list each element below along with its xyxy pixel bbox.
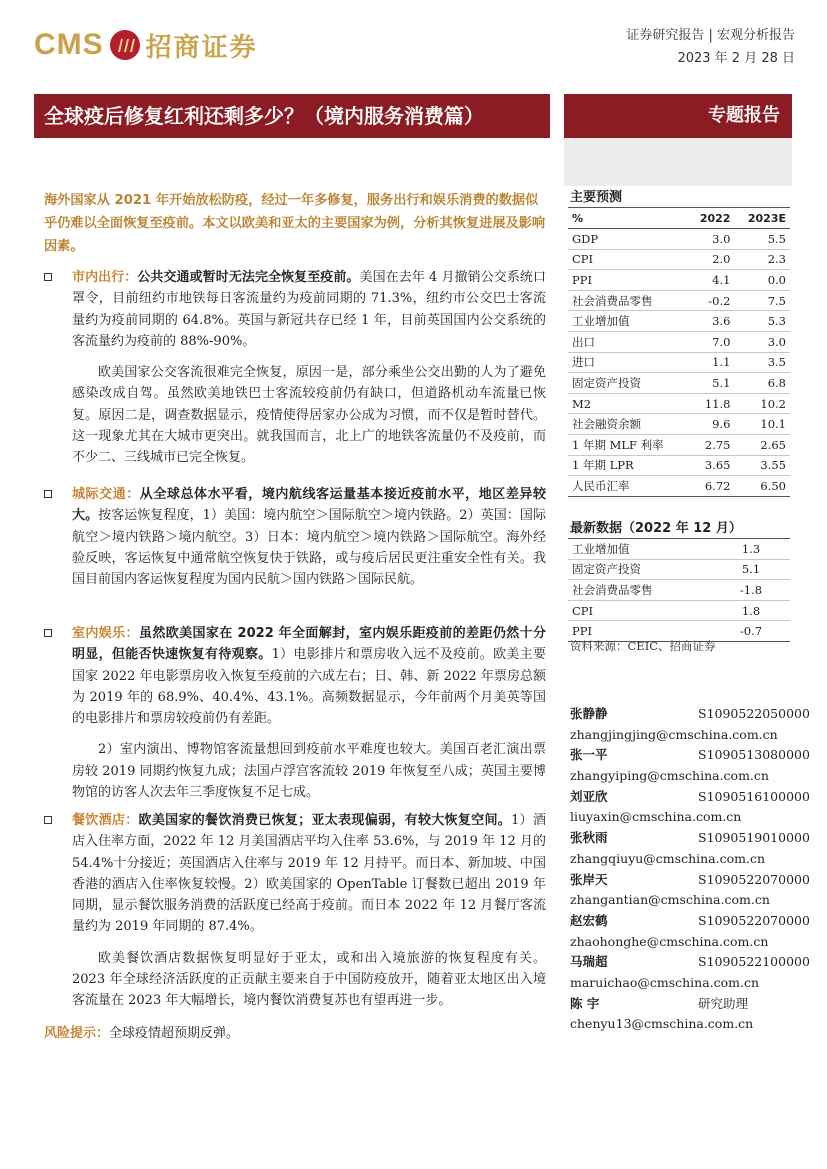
table-row <box>568 311 790 332</box>
cell-2023e: 3.55 <box>734 455 790 476</box>
analyst-name: 张静静 <box>570 706 608 721</box>
row-label: 出口 <box>568 331 688 352</box>
latest-data-table <box>568 538 790 642</box>
row-label: PPI <box>568 270 688 291</box>
cell-2022: 3.6 <box>688 311 734 332</box>
row-value: -0.7 <box>712 621 790 642</box>
section-paragraph: 欧美餐饮酒店数据恢复明显好于亚太，或和出入境旅游的恢复程度有关。2023 年全球经济活跃度的正贡献主要来自于中国防疫放开，随着亚太地区出入境客流量在 2023 年大幅增长，境内餐饮消费复苏也有望再进一步。 <box>72 950 546 1009</box>
row-value: 1.8 <box>712 600 790 621</box>
section-headline: 虽然欧美国家在 2022 年全面解封，室内娱乐距疫前的差距仍然十分明显，但能否快速恢复有待观察。 <box>72 626 546 663</box>
row-label: CPI <box>568 600 712 621</box>
bullet-icon <box>44 816 52 824</box>
report-meta <box>626 24 795 70</box>
analyst-name-row <box>570 870 810 891</box>
table-row <box>568 352 790 373</box>
company-logo <box>34 22 258 68</box>
row-label: 人民币汇率 <box>568 476 688 497</box>
table-row <box>568 331 790 352</box>
section-city-transit <box>44 267 546 469</box>
cell-2023e: 10.2 <box>734 393 790 414</box>
section-intercity-transport <box>44 484 546 590</box>
section-text: 1）电影排片和票房收入远不及疫前。欧美主要国家 2022 年电影票房收入恢复至疫前的六成左右；日、韩、新 2022 年票房总额为 2019 年的 68.9%、40.4%、43.1%。高频数据显示，今年前两个月美英等国的电影排片和票房较疫前仍有差距。 <box>72 647 546 727</box>
analyst-email[interactable]: zhangqiuyu@cmschina.com.cn <box>570 850 766 866</box>
row-value: 1.3 <box>712 539 790 560</box>
cell-2023e: 6.8 <box>734 373 790 394</box>
table-row <box>568 270 790 291</box>
cell-2022: 6.72 <box>688 476 734 497</box>
analyst-license: S1090522100000 <box>698 954 810 970</box>
cell-2022: 7.0 <box>688 331 734 352</box>
data-source: 资料来源：CEIC、招商证券 <box>570 639 716 653</box>
section-paragraph: 欧美国家公交客流很难完全恢复，原因一是，部分乘坐公交出勤的人为了避免感染改成自驾。虽然欧美地铁巴士客流较疫前仍有缺口，但道路机动车流量已恢复。原因二是，调查数据显示，疫情使得居家办公成为习惯，而不仅是暂时替代。这一现象尤其在大城市更突出。就我国而言，北上广的地铁客流量仍不及疫前，而不少二、三线城市已完全恢复。 <box>72 365 546 466</box>
row-label: 工业增加值 <box>568 311 688 332</box>
cell-2023e: 0.0 <box>734 270 790 291</box>
analyst-name: 赵宏鹤 <box>570 912 608 928</box>
cell-2022: 4.1 <box>688 270 734 291</box>
analyst-name-row <box>570 828 810 849</box>
analyst-license: S1090513080000 <box>698 747 810 763</box>
cell-2023e: 5.3 <box>734 311 790 332</box>
cell-2022: 3.0 <box>688 229 734 250</box>
analyst-name-row <box>570 911 810 932</box>
table-row <box>568 539 790 560</box>
cell-2023e: 2.65 <box>734 434 790 455</box>
forecast-title: 主要预测 <box>570 190 623 205</box>
analyst-license: S1090522050000 <box>698 706 810 721</box>
table-row <box>568 414 790 435</box>
lead-summary: 海外国家从 2021 年开始放松防疫，经过一年多修复，服务出行和娱乐消费的数据似乎仍难以全面恢复至疫前。本文以欧美和亚太的主要国家为例，分析其恢复进展及影响因素。 <box>44 193 546 254</box>
analyst-email[interactable]: zhangjingjing@cmschina.com.cn <box>570 726 778 742</box>
cell-2023e: 5.5 <box>734 229 790 250</box>
latest-data-title: 最新数据（2022 年 12 月） <box>570 521 742 536</box>
section-body <box>72 484 546 590</box>
cell-2023e: 10.1 <box>734 414 790 435</box>
section-body <box>72 810 546 938</box>
row-label: GDP <box>568 229 688 250</box>
cell-2023e: 2.3 <box>734 249 790 270</box>
row-label: 固定资产投资 <box>568 373 688 394</box>
cell-2022: 2.75 <box>688 434 734 455</box>
analyst-license: 研究助理 <box>698 995 749 1011</box>
analyst-email[interactable]: chenyu13@cmschina.com.cn <box>570 1016 754 1032</box>
analyst-name-row <box>570 952 810 973</box>
cell-2022: 11.8 <box>688 393 734 414</box>
analyst-license: S1090522070000 <box>698 871 810 887</box>
analyst-name: 张秋雨 <box>570 830 608 846</box>
row-label: 社会消费品零售 <box>568 290 688 311</box>
section-headline: 欧美国家的餐饮消费已恢复；亚太表现偏弱，有较大恢复空间。 <box>138 813 512 828</box>
cell-2023e: 6.50 <box>734 476 790 497</box>
row-label: 1 年期 LPR <box>568 455 688 476</box>
section-text: 按客运恢复程度，1）美国：境内航空＞国际航空＞境内铁路。2）英国：国际航空＞境内铁路＞境内航空。3）日本：境内航空＞境内铁路＞国际航空。海外经验反映，客运恢复中通常航空恢复快于铁路，或与疫后居民更注重安全性有关。我国目前国内客运恢复程度为国内民航＞国内铁路＞国际民航。 <box>72 508 546 588</box>
cell-2022: 3.65 <box>688 455 734 476</box>
cell-2022: 9.6 <box>688 414 734 435</box>
analyst-name: 陈 宇 <box>570 995 600 1011</box>
section-keyword: 城际交通： <box>72 487 140 502</box>
table-row <box>568 393 790 414</box>
analyst-name-row <box>570 994 790 1015</box>
analyst-name-row <box>570 704 810 725</box>
analyst-name: 张岸天 <box>570 871 608 887</box>
report-tag: 专题报告 <box>564 94 792 138</box>
table-row <box>568 373 790 394</box>
report-title: 全球疫后修复红利还剩多少？（境内服务消费篇） <box>34 94 550 138</box>
cell-2023e: 3.5 <box>734 352 790 373</box>
analyst-email[interactable]: zhangyiping@cmschina.com.cn <box>570 768 769 784</box>
analyst-name: 张一平 <box>570 747 608 763</box>
column-header: % <box>568 208 688 229</box>
logo-latin: CMS <box>34 28 104 61</box>
column-header: 2022 <box>688 208 734 229</box>
row-label: 1 年期 MLF 利率 <box>568 434 688 455</box>
analyst-email[interactable]: maruichao@cmschina.com.cn <box>570 974 760 990</box>
section-headline: 公共交通或暂时无法完全恢复至疫前。 <box>137 270 360 285</box>
table-row <box>568 434 790 455</box>
row-label: 社会消费品零售 <box>568 580 712 601</box>
table-row <box>568 580 790 601</box>
row-label: 社会融资余额 <box>568 414 688 435</box>
analyst-license: S1090519010000 <box>698 830 810 846</box>
column-header: 2023E <box>734 208 790 229</box>
section-dining-hotel <box>44 810 546 1012</box>
risk-text: 全球疫情超预期反弹。 <box>109 1026 240 1041</box>
section-keyword: 市内出行： <box>72 270 138 285</box>
report-date: 2023 年 2 月 28 日 <box>677 51 795 66</box>
forecast-table <box>568 207 790 497</box>
analyst-license: S1090522070000 <box>698 912 810 928</box>
bullet-icon <box>44 629 52 637</box>
section-paragraph: 2）室内演出、博物馆客流量想回到疫前水平难度也较大。美国百老汇演出票房较 2019 同期约恢复九成；法国卢浮宫客流较 2019 年恢复至八成；英国主要博物馆的访客人次去年三季度恢复不足七成。 <box>72 742 546 801</box>
cell-2022: 2.0 <box>688 249 734 270</box>
logo-chinese: 招商证券 <box>145 32 258 63</box>
analyst-name-row <box>570 745 810 766</box>
table-row <box>568 249 790 270</box>
cell-2022: 1.1 <box>688 352 734 373</box>
section-indoor-entertainment <box>44 623 546 803</box>
table-row <box>568 455 790 476</box>
analyst-name: 马瑞超 <box>570 954 608 970</box>
cell-2022: -0.2 <box>688 290 734 311</box>
section-keyword: 餐饮酒店： <box>72 813 139 828</box>
analyst-name: 刘亚欣 <box>570 788 608 804</box>
analyst-email[interactable]: liuyaxin@cmschina.com.cn <box>570 809 742 825</box>
bullet-icon <box>44 273 52 281</box>
section-body <box>72 623 546 729</box>
risk-label: 风险提示： <box>44 1026 110 1041</box>
risk-warning <box>44 1023 239 1044</box>
table-header-row <box>568 208 790 229</box>
table-row <box>568 559 790 580</box>
row-label: 工业增加值 <box>568 539 712 560</box>
analyst-email[interactable]: zhaohonghe@cmschina.com.cn <box>570 933 769 949</box>
section-keyword: 室内娱乐： <box>72 626 139 641</box>
cell-2023e: 7.5 <box>734 290 790 311</box>
analyst-email[interactable]: zhangantian@cmschina.com.cn <box>570 892 770 908</box>
table-row <box>568 600 790 621</box>
report-type: 证券研究报告 | 宏观分析报告 <box>626 28 795 43</box>
row-label: 固定资产投资 <box>568 559 712 580</box>
analyst-list <box>570 704 810 1035</box>
sidebar-header-band <box>564 138 792 186</box>
cell-2023e: 3.0 <box>734 331 790 352</box>
table-row <box>568 229 790 250</box>
table-row <box>568 290 790 311</box>
row-value: -1.8 <box>712 580 790 601</box>
row-label: CPI <box>568 249 688 270</box>
bullet-icon <box>44 490 52 498</box>
analyst-name-row <box>570 787 810 808</box>
row-value: 5.1 <box>712 559 790 580</box>
row-label: PPI <box>568 621 712 642</box>
section-text: 美国在去年 4 月撤销公交系统口罩令，目前纽约市地铁每日客流量约为疫前同期的 71.3%，纽约市公交巴士客流量约为疫前同期的 64.8%。英国与新冠共存已经 1 年，目前英国国内公交系统的客流量约为疫前的 88%-90%。 <box>72 270 546 349</box>
logo-emblem-icon <box>110 30 140 60</box>
table-row <box>568 476 790 497</box>
section-body <box>72 267 546 352</box>
section-text: 1）酒店入住率方面，2022 年 12 月美国酒店平均入住率 53.6%，与 2019 年 12 月的 54.4%十分接近；英国酒店入住率与 2019 年 12 月持平。而日本、新加坡、中国香港的酒店入住率恢复较慢。2）欧美国家的 OpenTable 订餐数已超出 2019 年同期，显示餐饮服务消费的活跃度已经高于疫前。而日本 2022 年 12 月餐厅客流量约为 2019 年同期的 87.4%。 <box>72 813 546 935</box>
cell-2022: 5.1 <box>688 373 734 394</box>
row-label: M2 <box>568 393 688 414</box>
row-label: 进口 <box>568 352 688 373</box>
section-headline: 从全球总体水平看，境内航线客运量基本接近疫前水平，地区差异较大。 <box>72 487 546 524</box>
analyst-license: S1090516100000 <box>698 788 810 804</box>
